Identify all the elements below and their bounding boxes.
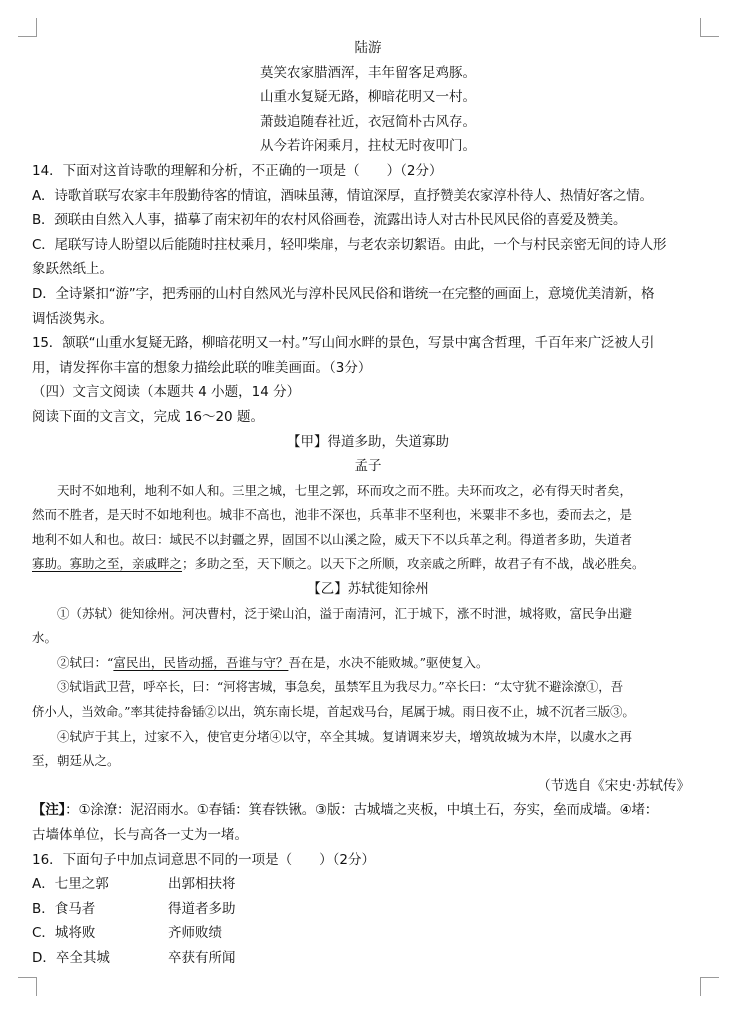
q14-option-d-line-1: D．全诗紧扣“游”字，把秀丽的山村自然风光与淳朴民风民俗和谐统一在完整的画面上，意境优美清新，格	[32, 285, 655, 302]
q16-option-a-right: 出郭相扶将	[168, 876, 236, 893]
q14-option-d-line-2: 调恬淡隽永。	[32, 310, 113, 327]
q16-option-a-left: A．七里之郭	[32, 876, 109, 893]
passage-jia-line-1: 天时不如地利，地利不如人和。三里之城，七里之郭，环而攻之而不胜。夫环而攻之，必有得天时者矣，	[57, 482, 633, 498]
crop-mark-top-left	[18, 18, 37, 37]
passage-jia-line-4	[32, 552, 704, 577]
q14-option-b: B．颈联由自然入人事，描摹了南宋初年的农村风俗画卷，流露出诗人对古朴民风民俗的喜爱及赞美。	[32, 212, 627, 229]
crop-mark-top-right	[700, 18, 719, 37]
q14-stem: 14．下面对这首诗歌的理解和分析，不正确的一项是（ ）（2分）	[32, 162, 443, 179]
q16-option-d-left: D．卒全其城	[32, 949, 110, 966]
passage-yi-p2-after: 吾在是，水决不能败城。”驱使复入。	[288, 654, 489, 670]
passage-jia-line-4-rest: ；多助之至，天下顺之。以天下之所顺，攻亲戚之所畔，故君子有不战，战必胜矣。	[182, 556, 645, 572]
q16-option-d-right: 卒获有所闻	[168, 949, 236, 966]
passage-source: （节选自《宋史·苏轼传》	[537, 777, 690, 794]
passage-jia-line-3: 地利不如人和也。故曰：域民不以封疆之界，固国不以山溪之险，威天下不以兵革之利。得道者多助，失道者	[32, 531, 633, 547]
passage-yi-p1-line-1: ①（苏轼）徙知徐州。河决曹村，泛于梁山泊，溢于南清河，汇于城下，涨不时泄，城将败，富民争出避	[57, 605, 633, 621]
poem-line-3: 萧鼓追随春社近，衣冠简朴古风存。	[260, 113, 476, 130]
q16-stem: 16．下面句子中加点词意思不同的一项是（ ）（2分）	[32, 851, 376, 868]
q16-option-b-left: B．食马者	[32, 900, 96, 917]
passage-yi-p2	[32, 651, 704, 676]
passage-yi-p4-line-1: ④轼庐于其上，过家不入，使官吏分堵④以守，卒全其城。复请调来岁夫，增筑故城为木岸，以虞水之再	[57, 728, 633, 744]
passage-yi-p3-line-1: ③轼诣武卫营，呼卒长，曰：“河将害城，事急矣，虽禁军且为我尽力。”卒长曰：“太守犹不避涂潦①，吾	[57, 679, 623, 695]
passage-jia-title: 【甲】得道多助，失道寡助	[287, 433, 449, 450]
q14-option-a: A．诗歌首联写农家丰年殷勤待客的情谊，酒味虽薄，情谊深厚，直抒赞美农家淳朴待人、热情好客之情。	[32, 187, 653, 204]
q15-line-1: 15．颔联“山重水复疑无路，柳暗花明又一村。”写山间水畔的景色，写景中寓含哲理，千百年来广泛被人引	[32, 335, 655, 352]
passage-jia-author: 孟子	[354, 458, 382, 475]
poem-author: 陆游	[354, 40, 382, 56]
crop-mark-bottom-right	[700, 977, 719, 996]
underlined-sentence: 寡助。寡助之至，亲戚畔之	[32, 556, 183, 572]
q16-option-c	[32, 921, 704, 946]
underlined-sentence: 富民出，民皆动摇，吾谁与守？	[113, 654, 289, 670]
poem-line-1: 莫笑农家腊酒浑，丰年留客足鸡豚。	[260, 64, 476, 81]
q16-option-d	[32, 946, 704, 971]
q16-option-b	[32, 897, 704, 922]
notes-text: ：①涂潦：泥沼雨水。①春锸：箕春铁锹。③版：古城墙之夹板，中填土石，夯实，垒而成墙。④堵：	[65, 802, 659, 819]
notes-line-1	[32, 798, 704, 823]
q15-line-2: 用，请发挥你丰富的想象力描绘此联的唯美画面。（3分）	[32, 359, 372, 376]
poem-line-2: 山重水复疑无路，柳暗花明又一村。	[260, 89, 476, 106]
q16-option-c-left: C．城将败	[32, 925, 96, 942]
passage-yi-p3-line-2: 侪小人，当效命。”率其徒持畚锸②以出，筑东南长堤，首起戏马台，尾属于城。雨日夜不止，城不沉者三版③。	[32, 704, 635, 720]
exam-page	[32, 36, 704, 971]
crop-mark-bottom-left	[18, 977, 37, 996]
passage-jia-line-2: 然而不胜者，是天时不如地利也。城非不高也，池非不深也，兵革非不坚利也，米粟非不多也，委而去之，是	[32, 507, 633, 523]
notes-label: 【注】	[32, 802, 66, 819]
notes-line-2: 古墙体单位，长与高各一丈为一堵。	[32, 827, 248, 843]
passage-yi-title: 【乙】苏轼徙知徐州	[307, 581, 429, 598]
section-instruction: 阅读下面的文言文，完成 16～20 题。	[32, 408, 264, 425]
poem-line-4: 从今若许闲乘月，拄杖无时夜叩门。	[260, 138, 476, 155]
q14-option-c-line-2: 象跃然纸上。	[32, 261, 113, 278]
passage-yi-p4-line-2: 至，朝廷从之。	[32, 753, 120, 769]
q16-option-c-right: 齐师败绩	[168, 925, 222, 942]
q16-option-a	[32, 872, 704, 897]
passage-yi-p2-before: ②轼曰：“	[57, 654, 114, 670]
q16-option-b-right: 得道者多助	[168, 900, 236, 917]
passage-yi-p1-line-2: 水。	[32, 630, 58, 646]
section-heading: （四）文言文阅读（本题共 4 小题，14 分）	[32, 384, 301, 401]
q14-option-c-line-1: C．尾联写诗人盼望以后能随时拄杖乘月，轻叩柴扉，与老农亲切絮语。由此，一个与村民亲密无间的诗人形	[32, 236, 667, 253]
